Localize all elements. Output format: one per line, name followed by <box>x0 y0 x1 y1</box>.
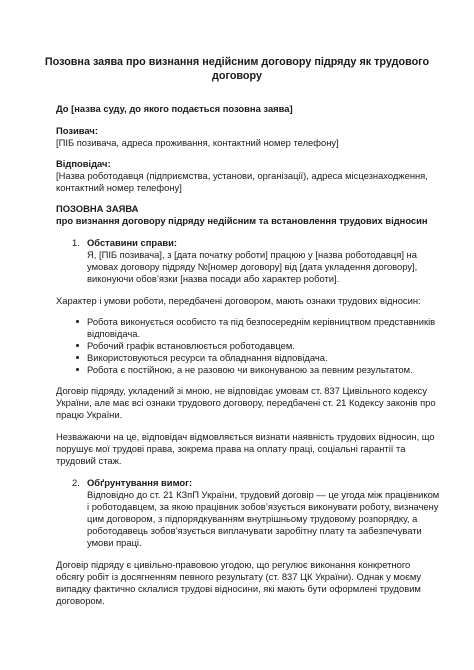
section-2-line-1: Відповідно до ст. 21 КЗпП України, трудовий договір — це угода між працівником <box>87 489 440 500</box>
bullet-dot <box>76 356 79 359</box>
section-2-number: 2. <box>72 477 80 488</box>
plaintiff-value: [ПІБ позивача, адреса проживання, контактний номер телефону] <box>56 137 339 148</box>
characteristics-paragraph: Характер і умови роботи, передбачені договором, мають ознаки трудових відносин: <box>56 295 421 306</box>
bullet-3: Використовуються ресурси та обладнання відповідача. <box>87 352 328 363</box>
section-2-line-3: цим договором, з підпорядкуванням внутрішньому трудовому розпорядку, а <box>87 513 418 524</box>
section-2-line-5: умови праці. <box>87 537 142 548</box>
civil-paragraph-line-2: обсягу робіт із досягненням певного результату (ст. 837 ЦК України). Однак у моєму <box>56 571 422 582</box>
document-title-line-2: договору <box>212 70 262 82</box>
bullet-dot <box>76 368 79 371</box>
court-line: До [назва суду, до якого подається позовна заява] <box>56 103 293 114</box>
refusal-paragraph-line-3: трудовий стаж. <box>56 455 122 466</box>
plaintiff-label: Позивач: <box>56 125 98 136</box>
bullet-2: Робочий графік встановлюється роботодавцем. <box>87 340 295 351</box>
claim-subheading: про визнання договору підряду недійсним та встановлення трудових відносин <box>56 215 428 226</box>
bullet-dot <box>76 320 79 323</box>
section-2-line-2: і роботодавцем, за якою працівник зобов’язується виконувати роботу, визначену <box>87 501 439 512</box>
refusal-paragraph-line-2: порушує мої трудові права, зокрема права на оплату праці, соціальні гарантії та <box>56 443 406 454</box>
claim-heading: ПОЗОВНА ЗАЯВА <box>56 203 139 214</box>
contract-paragraph-line-1: Договір підряду, укладений зі мною, не відповідає умовам ст. 837 Цивільного кодексу <box>56 385 428 396</box>
section-1-number: 1. <box>72 237 80 248</box>
civil-paragraph-line-4: договором. <box>56 595 105 606</box>
section-1-line-2: умовах договору підряду №[номер договору] від [дата укладення договору], <box>87 261 418 272</box>
section-2-line-4: роботодавець зобов’язується виплачувати заробітну плату та забезпечувати <box>87 525 422 536</box>
defendant-label: Відповідач: <box>56 158 111 169</box>
refusal-paragraph-line-1: Незважаючи на це, відповідач відмовляється визнати наявність трудових відносин, що <box>56 431 435 442</box>
defendant-value-line-1: [Назва роботодавця (підприємства, установи, організації), адреса місцезнаходження, <box>56 170 428 181</box>
document-title-line-1: Позовна заява про визнання недійсним договору підряду як трудового <box>44 56 430 68</box>
civil-paragraph-line-3: випадку фактично склалися трудові відносини, які мають бути оформлені трудовим <box>56 583 421 594</box>
contract-paragraph-line-2: України, але має всі ознаки трудового договору, передбачені ст. 21 Кодексу законів про <box>56 397 436 408</box>
bullet-1-line-2: відповідача. <box>87 328 141 339</box>
bullet-1-line-1: Робота виконується особисто та під безпосереднім керівництвом представників <box>87 316 436 327</box>
contract-paragraph-line-3: працю України. <box>56 409 123 420</box>
bullet-4: Робота є постійною, а не разовою чи виконуваною за певним результатом. <box>87 364 413 375</box>
section-2-heading: Обґрунтування вимог: <box>87 477 193 488</box>
section-1-line-3: виконуючи обов’язки [назва посади або характер роботи]. <box>87 273 340 284</box>
section-1-line-1: Я, [ПІБ позивача], з [дата початку роботи] працюю у [назва роботодавця] на <box>87 249 417 260</box>
civil-paragraph-line-1: Договір підряду є цивільно-правовою угодою, що регулює виконання конкретного <box>56 559 411 570</box>
section-1-heading: Обставини справи: <box>87 237 178 248</box>
defendant-value-line-2: контактний номер телефону] <box>56 182 182 193</box>
bullet-dot <box>76 344 79 347</box>
